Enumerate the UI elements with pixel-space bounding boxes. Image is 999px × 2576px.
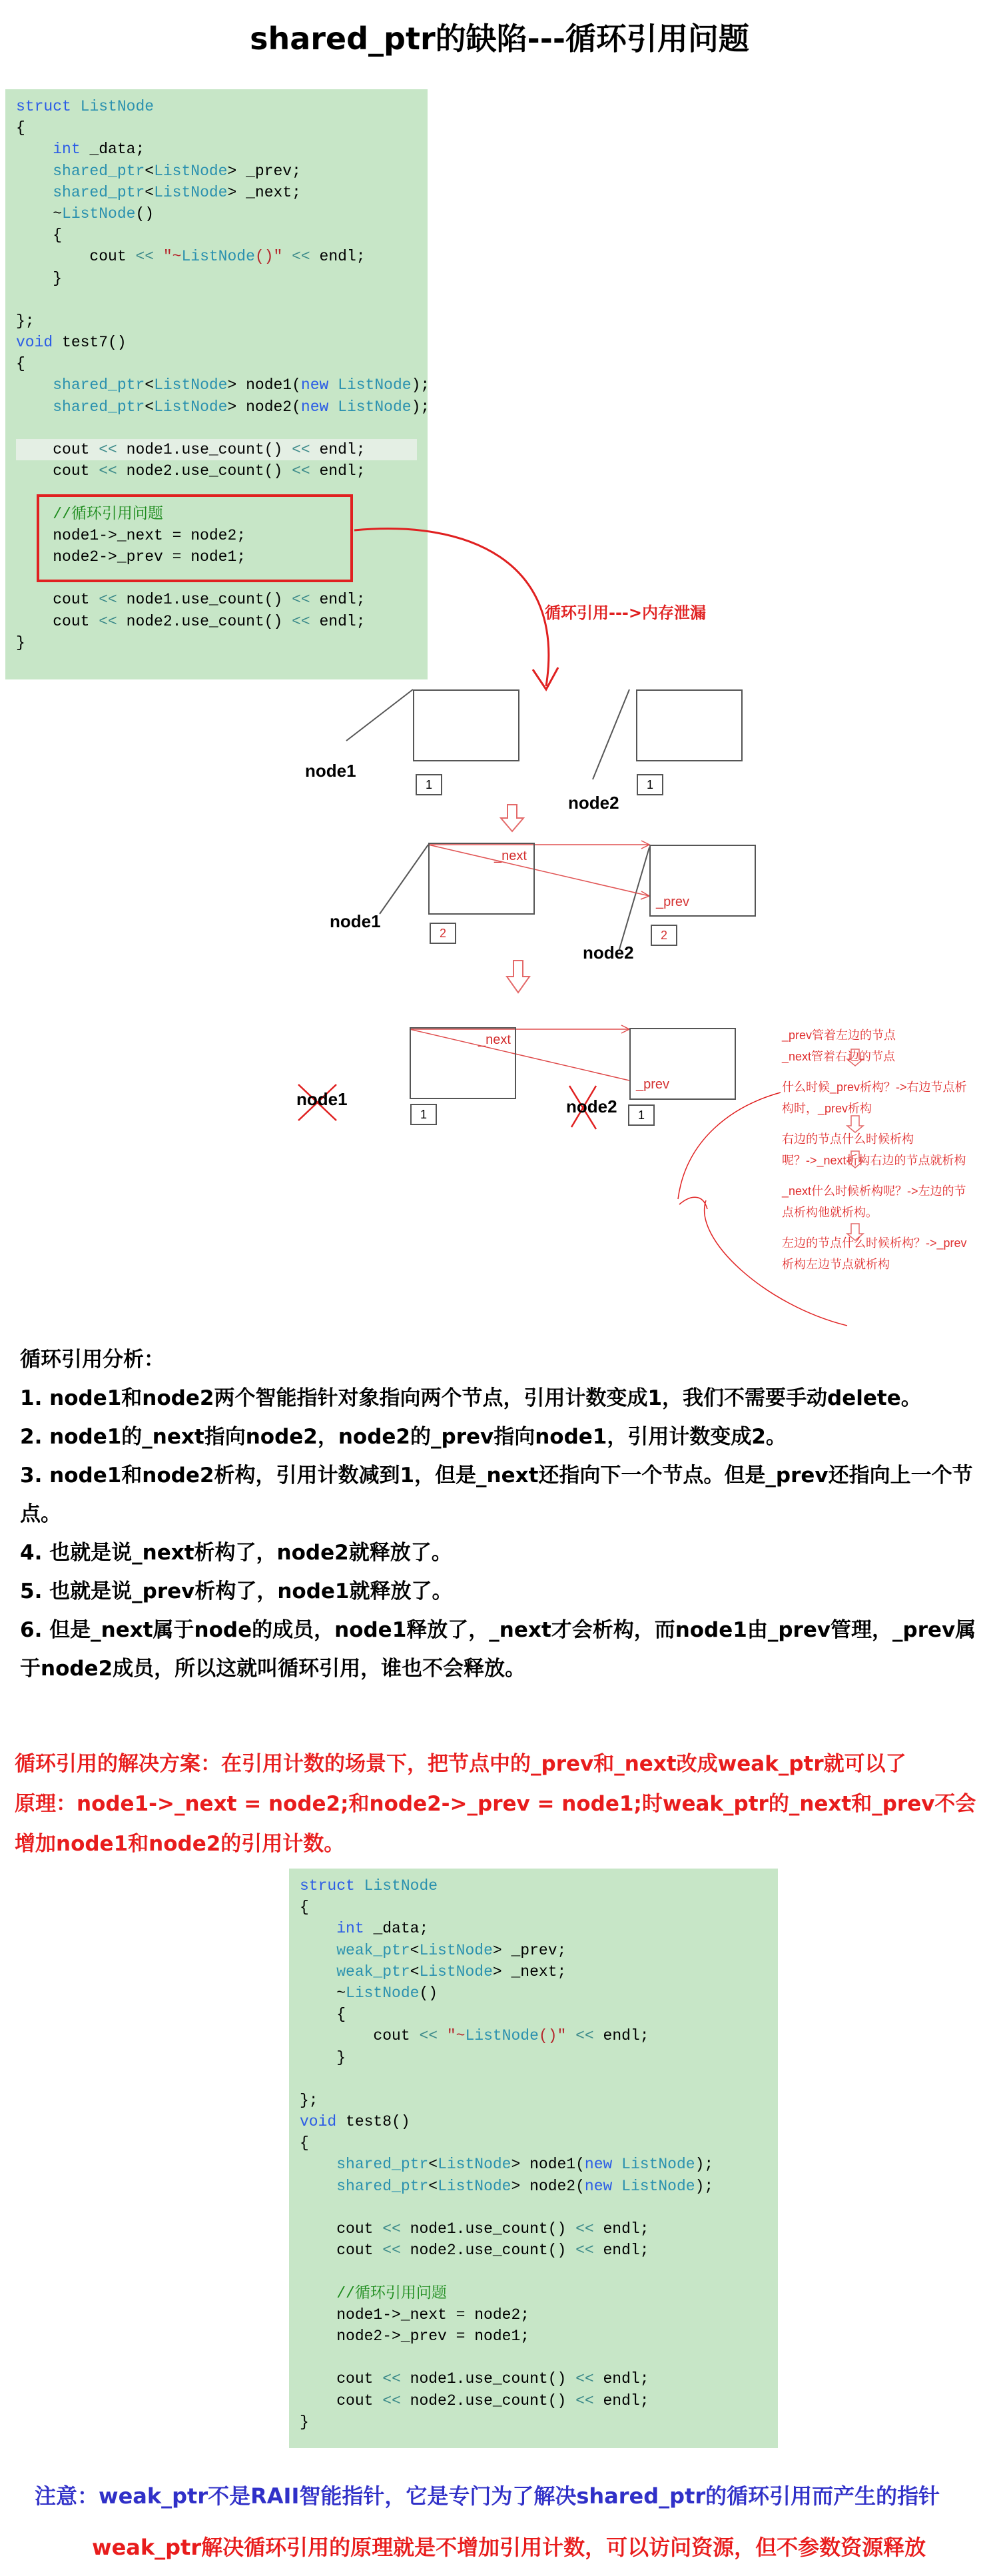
code-line: ~ListNode() [16,205,155,222]
next-label-stage2: _next [494,849,527,863]
code-line: shared_ptr<ListNode> node1(new ListNode); [53,376,430,394]
node1-box-stage1 [413,689,519,761]
note-line [782,1067,995,1076]
node2-label-stage2: node2 [583,943,634,963]
code-line: cout << "~ListNode()" << endl; [300,2027,649,2045]
code-line: } [16,269,63,287]
node2-count-stage1: 1 [637,774,663,795]
analysis-section [20,1340,989,1688]
code-line [300,2347,767,2368]
code-line: int _data; [336,1920,429,1938]
code-line: { [300,2006,346,2024]
leak-arrow [0,0,999,753]
code-line: { [16,226,63,244]
note-line [782,1223,995,1232]
code-line: }; [16,312,35,330]
code-line: //循环引用问题 [16,505,163,523]
code-line [300,2197,767,2218]
node2-count-stage3: 1 [628,1104,655,1126]
page-title: shared_ptr的缺陷---循环引用问题 [250,21,749,57]
code-line: shared_ptr<ListNode> node1(new ListNode); [336,2156,714,2174]
note-line: _next管着右边的节点 [782,1050,896,1063]
node1-label-stage3: node1 [296,1089,348,1109]
analysis-heading: 循环引用分析： [20,1348,165,1372]
note-line: 呢？->_next析构右边的节点就析构 [782,1154,966,1167]
code-line: struct ListNode [300,1877,438,1895]
note-line: _next什么时候析构呢？->左边的节 [782,1184,966,1198]
code-line: void test8() [300,2113,410,2131]
note-line: 点析构他就析构。 [782,1206,878,1219]
code-line: } [300,2413,309,2431]
analysis-item: 6. 但是_next属于node的成员，node1释放了，_next才会析构，而node1由_prev管理，_prev属于node2成员，所以这就叫循环引用，谁也不会释放。 [20,1618,976,1681]
code-line: cout << node1.use_count() << endl; [300,2370,649,2388]
note-line: 右边的节点什么时候析构 [782,1132,914,1146]
code-line: cout << "~ListNode()" << endl; [16,248,366,266]
code-line: void test7() [16,334,127,352]
code-line [300,2261,767,2282]
note-line: _prev管着左边的节点 [782,1029,896,1042]
code-line: cout << node2.use_count() << endl; [300,2391,649,2409]
code-line: { [300,2134,309,2152]
node1-count-stage3: 1 [410,1104,437,1125]
code-line: } [16,634,25,651]
code-line: int _data; [53,141,145,159]
code-line: node1->_next = node2; [16,526,246,544]
note-line: 什么时候_prev析构？->右边节点析 [782,1080,967,1094]
analysis-item: 4. 也就是说_next析构了，node2就释放了。 [20,1541,452,1565]
solution-line1: 循环引用的解决方案：在引用计数的场景下，把节点中的_prev和_next改成weak_ptr就可以了 [15,1752,906,1776]
node1-label-stage2: node1 [330,911,381,931]
note-line [782,1171,995,1180]
code-line: shared_ptr<ListNode> _next; [53,183,301,201]
note-line [782,1119,995,1128]
code-line: } [300,2048,346,2066]
code-line: shared_ptr<ListNode> node2(new ListNode); [336,2177,714,2195]
node2-label-stage1: node2 [568,793,619,813]
analysis-item: 5. 也就是说_prev析构了，node1就释放了。 [20,1579,453,1603]
code-line: cout << node1.use_count() << endl; [16,439,417,460]
destruction-notes [782,1025,995,1275]
node1-count-stage2: 2 [430,923,456,944]
code-line: cout << node2.use_count() << endl; [16,462,366,480]
next-label-stage3: _next [478,1033,511,1047]
code-line: shared_ptr<ListNode> _prev; [53,162,301,180]
prev-label-stage2: _prev [656,895,690,909]
code-line: ~ListNode() [300,1984,438,2002]
code-line: cout << node1.use_count() << endl; [16,591,366,609]
analysis-item: 3. node1和node2析构，引用计数减到1，但是_next还指向下一个节点。但是_prev还指向上一个节点。 [20,1464,973,1526]
node1-label-stage1: node1 [305,761,356,781]
node2-box-stage1 [636,689,743,761]
analysis-item: 1. node1和node2两个智能指针对象指向两个节点，引用计数变成1，我们不需要手动delete。 [20,1386,922,1410]
code-block-test8 [289,1869,778,2448]
footer-note-line2: weak_ptr解决循环引用的原理就是不增加引用计数，可以访问资源，但不参数资源释放 [92,2535,926,2560]
solution-line2: 原理：node1->_next = node2;和node2->_prev = node1;时weak_ptr的_next和_prev不会增加node1和node2的引用计数。 [15,1792,976,1856]
down-arrow-2 [507,961,529,993]
note-line: 构时，_prev析构 [782,1102,872,1115]
code-line: shared_ptr<ListNode> node2(new ListNode); [53,398,430,416]
code-line: node2->_prev = node1; [300,2327,530,2345]
code-line: struct ListNode [16,98,155,115]
code-line [300,2068,767,2090]
footer-note-line1: 注意：weak_ptr不是RAII智能指针，它是专门为了解决shared_ptr的循环引用而产生的指针 [35,2483,940,2509]
prev-label-stage3: _prev [636,1077,670,1092]
analysis-item: 2. node1的_next指向node2，node2的_prev指向node1，引用计数变成2。 [20,1425,787,1449]
code-line: node1->_next = node2; [300,2306,530,2324]
code-line: { [16,355,25,373]
node1-count-stage1: 1 [416,774,442,795]
code-line: //循环引用问题 [300,2284,447,2302]
code-line: cout << node2.use_count() << endl; [16,612,366,630]
code-line: cout << node2.use_count() << endl; [300,2242,649,2260]
code-line: }; [300,2091,318,2109]
node2-count-stage2: 2 [651,925,677,946]
solution-section [15,1744,987,1864]
code-line: weak_ptr<ListNode> _prev; [336,1941,567,1959]
code-line: { [16,119,25,137]
code-line: node2->_prev = node1; [16,548,246,566]
leak-label: 循环引用--->内存泄漏 [545,604,706,622]
note-line: 左边的节点什么时候析构？->_prev [782,1236,967,1250]
down-arrow-1 [501,805,523,831]
note-line: 析构左边节点就析构 [782,1258,890,1271]
code-line: { [300,1899,309,1917]
node2-label-stage3: node2 [566,1096,617,1116]
code-line: weak_ptr<ListNode> _next; [336,1962,567,1980]
code-line: cout << node1.use_count() << endl; [300,2220,649,2238]
